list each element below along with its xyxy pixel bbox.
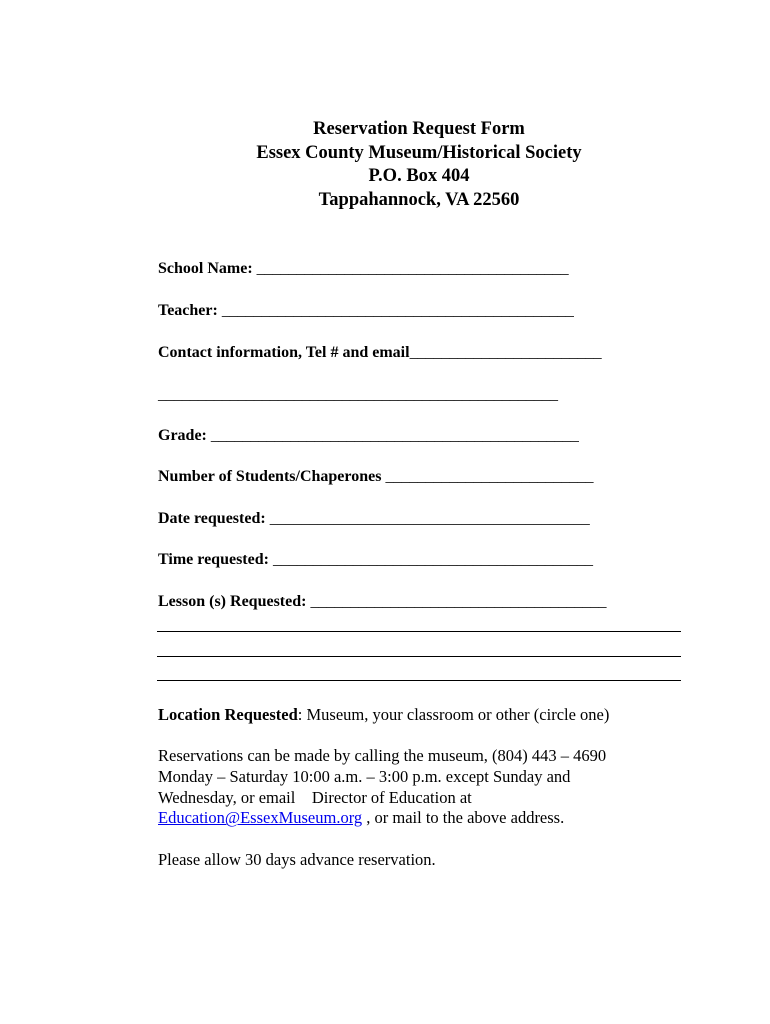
students-label: Number of Students/Chaperones [158,468,382,485]
mail-note: , or mail to the above address. [362,808,565,828]
school-name-field[interactable] [158,259,569,279]
organization-name: Essex County Museum/Historical Society [256,142,582,163]
lesson-label: Lesson (s) Requested: [158,593,307,610]
location-line [158,705,609,726]
lesson-line-2[interactable] [157,656,681,657]
students-blank[interactable]: __________________________ [381,468,594,485]
location-options: : Museum, your classroom or other (circle one) [297,705,610,724]
teacher-field[interactable] [158,301,574,321]
reservation-line-1: Reservations can be made by calling the museum, (804) 443 – 4690 [158,746,607,765]
education-email-link[interactable]: Education@EssexMuseum.org [158,808,363,828]
lesson-line-1[interactable] [157,631,681,632]
contact-field-line2[interactable] [158,385,558,405]
date-blank[interactable]: ________________________________________ [265,510,590,527]
grade-field[interactable] [158,426,579,446]
date-label: Date requested: [158,510,266,527]
contact-blank[interactable]: ________________________ [409,344,602,361]
form-title: Reservation Request Form [313,119,525,139]
students-field[interactable] [158,467,593,487]
grade-label: Grade: [158,427,207,444]
location-label: Location Requested [158,705,298,724]
lesson-blank[interactable]: _____________________________________ [306,593,607,610]
school-name-label: School Name: [158,260,253,277]
school-name-blank[interactable]: _______________________________________ [252,260,569,277]
time-label: Time requested: [158,551,269,568]
date-field[interactable] [158,509,590,529]
lesson-line-3[interactable] [157,680,681,681]
form-header [0,118,770,212]
reservation-line-2: Monday – Saturday 10:00 a.m. – 3:00 p.m. except Sunday and [158,766,571,786]
reservation-info [158,746,606,829]
reservation-line-4 [158,808,606,829]
time-field[interactable] [158,550,593,570]
lesson-field[interactable] [158,592,606,612]
city-state-zip: Tappahannock, VA 22560 [318,189,520,210]
grade-blank[interactable]: ______________________________________________ [206,427,579,444]
contact-field[interactable] [158,343,602,363]
advance-note: Please allow 30 days advance reservation. [158,850,436,869]
po-box: P.O. Box 404 [368,166,470,186]
teacher-blank[interactable]: ____________________________________________ [217,302,574,319]
contact-label: Contact information, Tel # and email [158,344,410,361]
reservation-line-3: Wednesday, or email Director of Education at [158,787,472,807]
teacher-label: Teacher: [158,302,218,319]
time-blank[interactable]: ________________________________________ [268,551,593,568]
contact-blank-line2[interactable]: __________________________________________________ [158,386,558,403]
